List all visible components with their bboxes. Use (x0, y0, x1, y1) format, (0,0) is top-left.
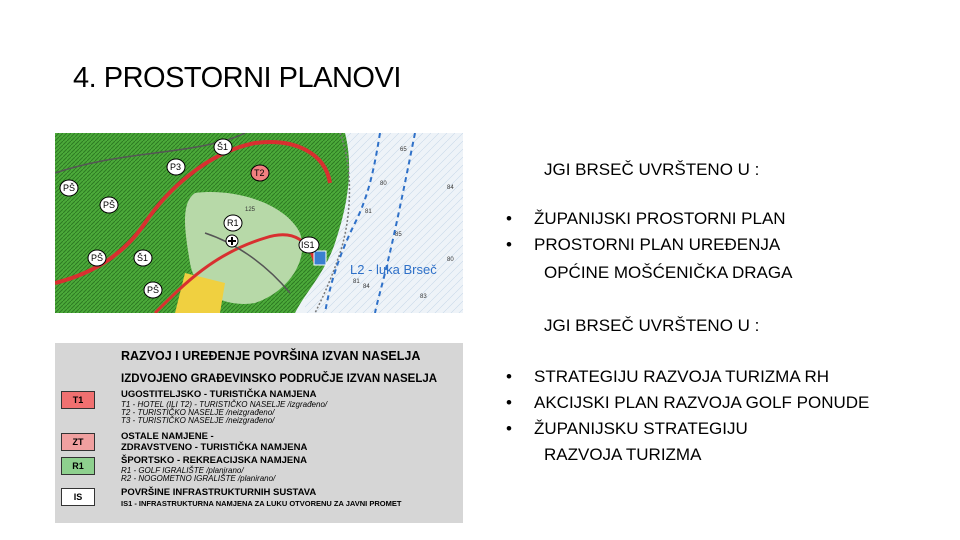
legend-subheading: IZDVOJENO GRAĐEVINSKO PODRUČJE IZVAN NASELJA (121, 373, 438, 385)
map-code: PŠ (63, 183, 76, 193)
map-depth: 65 (400, 147, 407, 153)
legend-item-line: T3 - TURISTIČKO NASELJE /neizgrađeno/ (121, 416, 275, 425)
map-code: IS1 (301, 240, 315, 250)
map-label-l2: L2 - luka Brseč (350, 262, 437, 277)
map-code: R1 (227, 218, 239, 228)
map-depth: 80 (447, 257, 454, 263)
map-depth: 85 (395, 232, 402, 238)
map-code: Š1 (217, 142, 229, 152)
map-code: PŠ (147, 285, 160, 295)
list-item: • ŽUPANIJSKI PROSTORNI PLAN (534, 209, 786, 229)
legend-item-line: T2 - TURISTIČKO NASELJE /neizgrađeno/ (121, 408, 275, 417)
map-depth: 83 (420, 294, 427, 300)
list-item-continuation: OPĆINE MOŠĆENIČKA DRAGA (544, 263, 793, 282)
map-depth: 84 (447, 185, 454, 191)
legend-swatch: IS (61, 488, 95, 506)
map-code: Š1 (137, 253, 149, 263)
legend-item-line: R2 - NOGOMETNO IGRALIŠTE /planirano/ (121, 474, 276, 483)
spatial-plan-map (55, 133, 463, 313)
list-item: • AKCIJSKI PLAN RAZVOJA GOLF PONUDE (534, 393, 869, 413)
legend-swatch: R1 (61, 457, 95, 475)
list-item: • ŽUPANIJSKU STRATEGIJU (534, 419, 748, 439)
legend-item-title: POVRŠINE INFRASTRUKTURNIH SUSTAVA (121, 487, 317, 498)
legend-swatch: T1 (61, 391, 95, 409)
map-depth: 84 (363, 284, 370, 290)
legend-heading: RAZVOJ I UREĐENJE POVRŠINA IZVAN NASELJA (121, 349, 421, 363)
legend-item-line: T1 - HOTEL (ILI T2) - TURISTIČKO NASELJE /izgrađeno/ (121, 400, 328, 409)
text-heading-2: JGI BRSEČ UVRŠTENO U : (544, 316, 760, 335)
list-item: • PROSTORNI PLAN UREĐENJA (534, 235, 780, 255)
legend-item-title: OSTALE NAMJENE - (121, 431, 214, 442)
map-depth: 80 (380, 181, 387, 187)
legend-item-title: ŠPORTSKO - REKREACIJSKA NAMJENA (121, 455, 307, 466)
list-item-continuation: RAZVOJA TURIZMA (544, 445, 702, 464)
legend-swatch: ZT (61, 433, 95, 451)
legend-item-line: R1 - GOLF IGRALIŠTE /planirano/ (121, 466, 244, 475)
text-heading-1: JGI BRSEČ UVRŠTENO U : (544, 160, 760, 179)
map-depth: 125 (245, 207, 256, 213)
map-code: P3 (170, 162, 182, 172)
map-code: T2 (254, 168, 265, 178)
map-depth: 81 (353, 279, 360, 285)
map-code: PŠ (91, 253, 104, 263)
map-legend (55, 343, 463, 523)
slide-title: 4. PROSTORNI PLANOVI (73, 62, 401, 94)
legend-item-title: UGOSTITELJSKO - TURISTIČKA NAMJENA (121, 389, 317, 400)
map-depth: 81 (365, 209, 372, 215)
legend-item-line: ZDRAVSTVENO - TURISTIČKA NAMJENA (121, 442, 308, 453)
list-item: • STRATEGIJU RAZVOJA TURIZMA RH (534, 367, 829, 387)
map-code: PŠ (103, 200, 116, 210)
map-graphic (55, 133, 463, 313)
legend-item-line: IS1 - INFRASTRUKTURNA NAMJENA ZA LUKU OTVORENU ZA JAVNI PROMET (121, 499, 402, 508)
